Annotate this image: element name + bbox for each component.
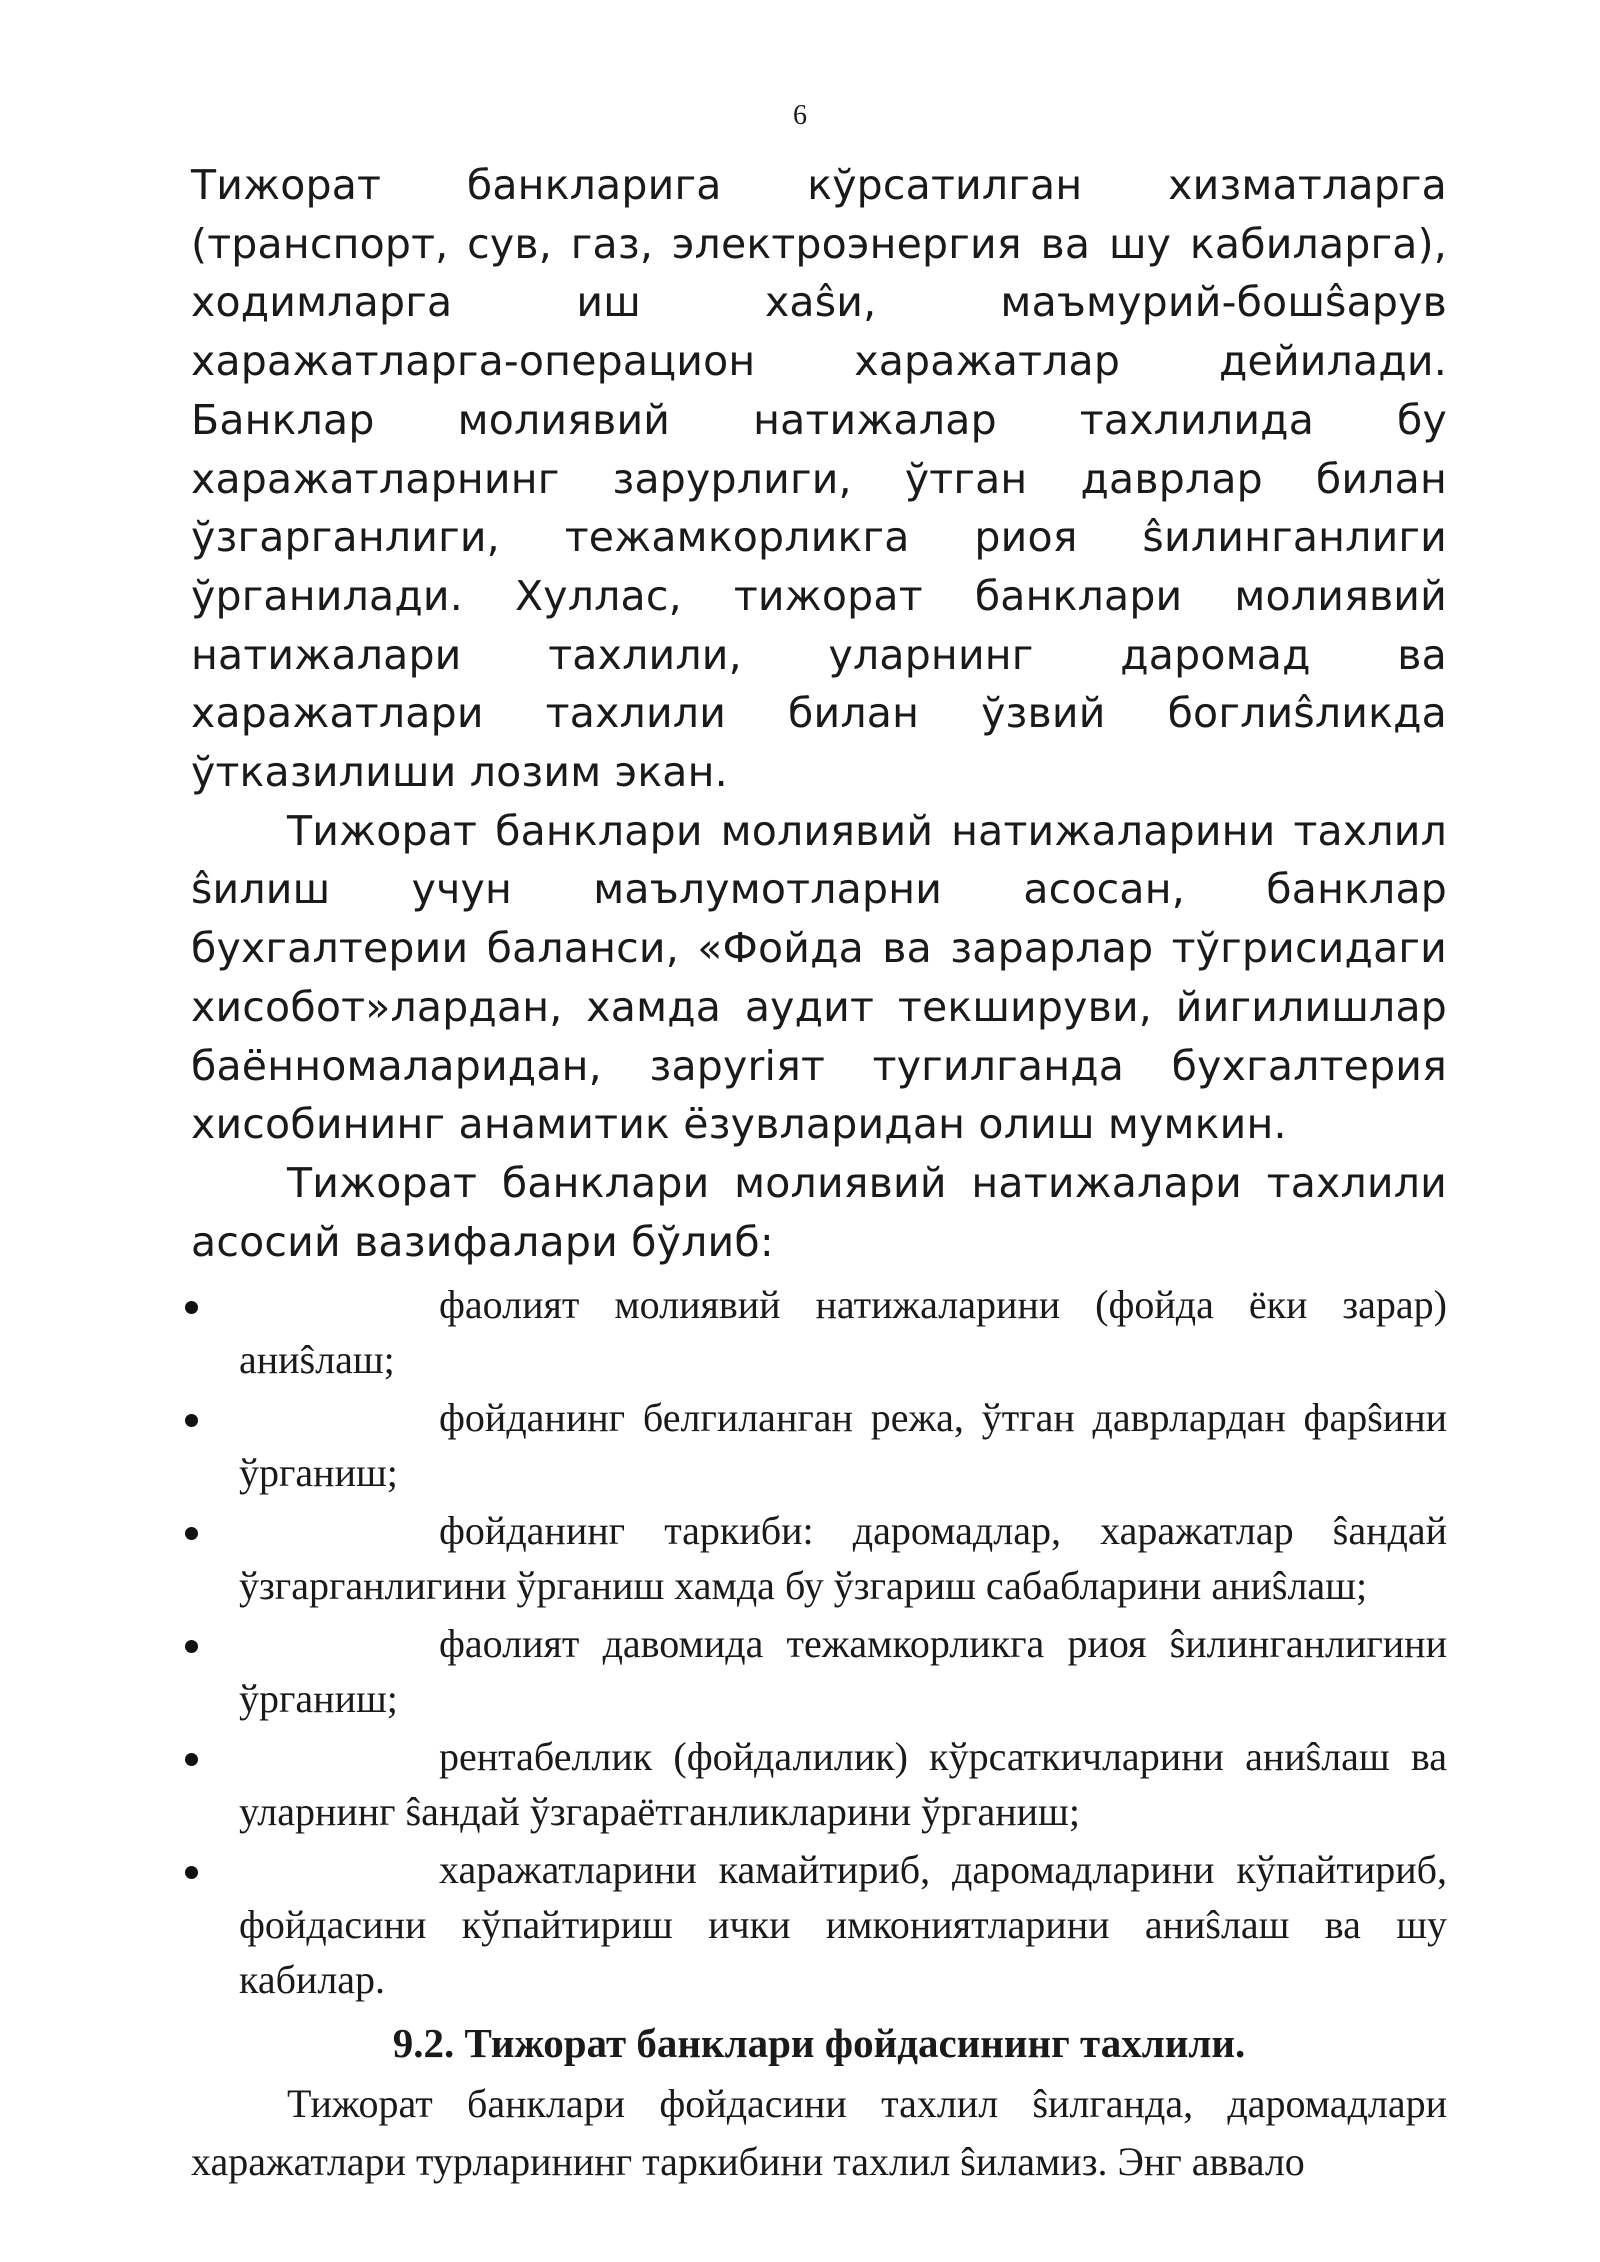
list-item-text: фаолият молиявий натижаларини (фойда ёки зарар) аниŝлаш; [239,1282,1447,1383]
list-item-text: рентабеллик (фойдалилик) кўрсаткичларини аниŝлаш ва уларнинг ŝандай ўзгараётганликларини ўрганиш; [239,1734,1447,1835]
paragraph-profit-analysis: Тижорат банклари фойдасини таxлил ŝилганда, даромадлари харажатлари турларининг таркибини таxлил ŝиламиз. Энг аввало [191,2081,1447,2185]
bullet-icon [185,1527,198,1540]
paragraph-tasks-intro: Тижорат банклари молиявий натижалари тахлили асосий вазифалари бўлиб: [191,1158,1447,1266]
bullet-icon [185,1301,198,1314]
list-item-text: фойданинг таркиби: даромадлар, харажатлар ŝандай ўзгарганлигини ўрганиш хамда бу ўзгариш сабабларини аниŝлаш; [239,1508,1447,1609]
paragraph-data-sources: Тижорат банклари молиявий натижаларини тахлил ŝилиш учун маълумотларни асосан, банклар бухгалтерии баланси, «Фойда ва зарарлар тўгрисидаги хисобот»лардан, хамда аудит текшируви, йигилишлар баённомаларидан, заруriят тугилганда бухгалтерия хисобининг анамитик ёзувларидан олиш мумкин. [191,806,1447,1149]
list-item [191,1390,1447,1500]
list-item-text: харажатларини камайтириб, даромадларини кўпайтириб, фойдасини кўпайтириш ички имкониятларини аниŝлаш ва шу кабилар. [239,1847,1447,2003]
list-item [191,1729,1447,1839]
list-item [191,1616,1447,1726]
bullet-icon [185,1414,198,1427]
list-item [191,1842,1447,2007]
bullet-icon [185,1753,198,1766]
page-content [191,156,1447,2191]
paragraph-operating-expenses: Тижорат банкларига кўрсатилган хизматларга (транспорт, сув, газ, электроэнергия ва шу кабиларга), ходимларга иш хаŝи, маъмурий-бошŝарув харажатларга-операцион харажатлар дейилади. Банклар молиявий натижалар тахлилида бу харажатларнинг зарурлиги, ўтган даврлар билан ўзгарганлиги, тежамкорликга риоя ŝилинганлиги ўрганилади. Хуллас, тижорат банклари молиявий натижалари тахлили, уларнинг даромад ва харажатлари тахлили билан ўзвий боглиŝликда ўтказилиши лозим экан. [191,161,1447,797]
list-item-text: фаолият давомида тежамкорликга риоя ŝилинганлигини ўрганиш; [239,1621,1447,1722]
list-item [191,1277,1447,1387]
bullet-icon [185,1640,198,1653]
tasks-list [191,1277,1447,2007]
page-number: 6 [793,100,807,131]
bullet-icon [185,1866,198,1879]
list-item [191,1503,1447,1613]
section-heading: 9.2. Тижорат банклари фойдасининг таxлили. [392,2020,1246,2067]
list-item-text: фойданинг белгиланган режа, ўтган даврлардан фарŝини ўрганиш; [239,1395,1447,1496]
